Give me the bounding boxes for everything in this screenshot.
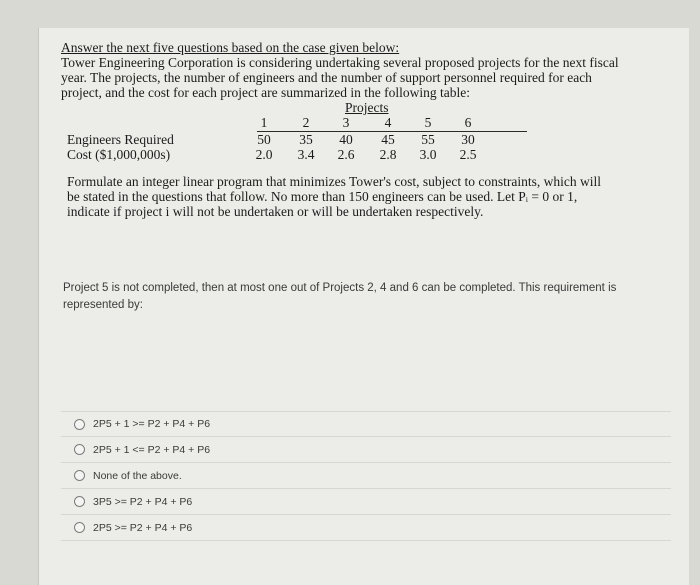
table-cell: 2.8: [379, 147, 397, 162]
row-label: Engineers Required: [67, 132, 174, 147]
table-cell: 3.4: [297, 147, 315, 162]
project-number: 3: [342, 115, 350, 130]
table-cell: 2.5: [459, 147, 477, 162]
question-text: Project 5 is not completed, then at most one out of Projects 2, 4 and 6 can be completed. This requirement is represented by:: [63, 282, 617, 311]
row-label: Cost ($1,000,000s): [67, 147, 171, 162]
table-cell: 2.6: [337, 147, 355, 162]
radio-button-icon[interactable]: [74, 496, 85, 507]
formulate-text: Formulate an integer linear program that minimizes Tower's cost, subject to constraints, which will be stated in the questions that follow. No more than 150 engineers can be used. Let Pᵢ = 0 or 1, indicate if project i will not be undertaken or will be undertaken respectively.: [67, 174, 601, 219]
table-cell: 50: [257, 132, 271, 147]
project-number: 6: [464, 115, 472, 130]
option-label: 2P5 + 1 >= P2 + P4 + P6: [93, 418, 211, 430]
answer-option[interactable]: [61, 489, 671, 515]
answer-option[interactable]: [61, 515, 671, 541]
case-heading: Answer the next five questions based on the case given below:: [61, 40, 400, 55]
page: [38, 28, 689, 585]
option-label: 2P5 + 1 <= P2 + P4 + P6: [93, 443, 211, 456]
project-number: 4: [384, 115, 392, 130]
project-number: 5: [424, 115, 432, 130]
case-text: [61, 40, 621, 219]
table-cell: 45: [381, 132, 395, 147]
table-cell: 40: [339, 132, 353, 147]
radio-button-icon[interactable]: [74, 522, 85, 533]
radio-button-icon[interactable]: [74, 444, 85, 455]
projects-table: [61, 100, 621, 160]
case-intro: Tower Engineering Corporation is considering undertaking several proposed projects for the next fiscal year. The projects, the number of engineers and the number of support personnel required for each project, and the cost for each project are summarized in the following table:: [61, 55, 619, 100]
project-number-row: [61, 115, 621, 130]
answer-option[interactable]: [61, 463, 671, 489]
project-number: 1: [260, 115, 268, 130]
engineers-row: [61, 132, 621, 147]
option-label: 3P5 >= P2 + P4 + P6: [93, 495, 193, 508]
table-cell: 55: [421, 132, 435, 147]
table-cell: 35: [299, 132, 313, 147]
option-label: 2P5 >= P2 + P4 + P6: [93, 521, 193, 534]
option-label: None of the above.: [93, 469, 182, 482]
projects-label: Projects: [345, 100, 389, 115]
cost-row: [61, 147, 621, 162]
project-number: 2: [302, 115, 310, 130]
radio-button-icon[interactable]: [74, 419, 85, 430]
answer-option[interactable]: [61, 411, 671, 437]
radio-button-icon[interactable]: [74, 470, 85, 481]
table-cell: 3.0: [419, 147, 437, 162]
answer-options: [61, 411, 671, 541]
answer-option[interactable]: [61, 437, 671, 463]
table-cell: 30: [461, 132, 475, 147]
table-cell: 2.0: [255, 147, 273, 162]
